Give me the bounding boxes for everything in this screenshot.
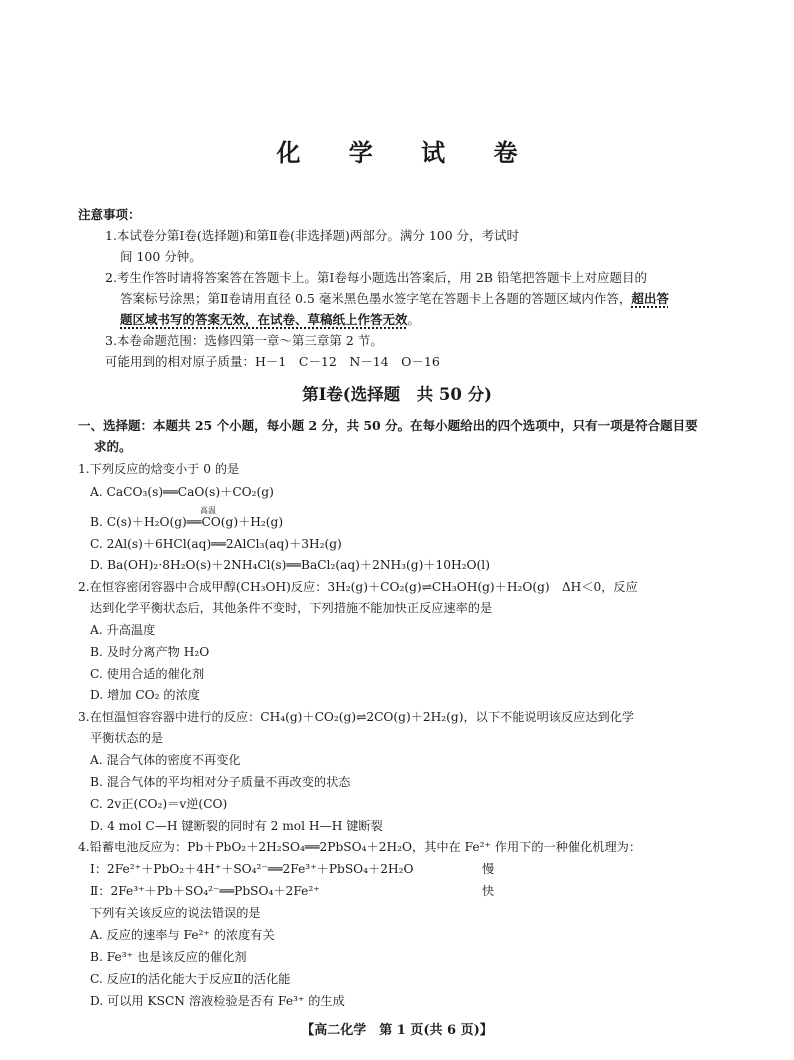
section-title: 第Ⅰ卷(选择题 共 50 分)	[302, 385, 492, 404]
q2-option-b: B. 及时分离产物 H₂O	[90, 645, 210, 659]
notice-item-2-period: 。	[407, 312, 421, 327]
atomic-masses: 可能用到的相对原子质量：H－1 C－12 N－14 O－16	[105, 354, 440, 369]
q1-b-condition: 高温	[200, 506, 216, 515]
instructions: 一、选择题：本题共 25 个小题，每小题 2 分，共 50 分。在每小题给出的四个选项中，只有一项是符合题目要	[78, 418, 698, 433]
q4-step-2: Ⅱ：2Fe³⁺＋Pb＋SO₄²⁻══PbSO₄＋2Fe²⁺	[90, 884, 320, 898]
notice-item-1-cont: 间 100 分钟。	[120, 249, 202, 264]
q4-step-1: Ⅰ：2Fe²⁺＋PbO₂＋4H⁺＋SO₄²⁻══2Fe³⁺＋PbSO₄＋2H₂O	[90, 862, 414, 876]
notice-item-2-plain: 答案标号涂黑；第Ⅱ卷请用直径 0.5 毫米黑色墨水签字笔在答题卡上各题的答题区域内作答，	[120, 291, 632, 306]
q4-stem: 4.铅蓄电池反应为：Pb＋PbO₂＋2H₂SO₄══2PbSO₄＋2H₂O，其中在 Fe²⁺ 作用下的一种催化机理为：	[78, 840, 642, 854]
q1-option-a: A. CaCO₃(s)══CaO(s)＋CO₂(g)	[90, 485, 274, 499]
q2-option-d: D. 增加 CO₂ 的浓度	[90, 688, 200, 702]
notice-item-2-emphasis: 超出答	[631, 291, 669, 306]
q1-stem: 1.下列反应的焓变小于 0 的是	[78, 462, 240, 476]
notice-heading: 注意事项：	[78, 207, 141, 222]
q2-stem: 2.在恒容密闭容器中合成甲醇(CH₃OH)反应：3H₂(g)＋CO₂(g)⇌CH₃OH(g)＋H₂O(g) ΔH＜0，反应	[78, 580, 638, 594]
notice-item-2-cont	[120, 289, 669, 307]
q4-prompt: 下列有关该反应的说法错误的是	[90, 906, 261, 920]
q4-option-c: C. 反应Ⅰ的活化能大于反应Ⅱ的活化能	[90, 972, 291, 986]
q3-stem-cont: 平衡状态的是	[90, 731, 164, 745]
q4-step-2-rate: 快	[482, 884, 495, 898]
q3-option-c: C. 2v正(CO₂)＝v逆(CO)	[90, 797, 228, 811]
q4-option-a: A. 反应的速率与 Fe²⁺ 的浓度有关	[90, 928, 275, 942]
page-footer: 【高二化学 第 1 页(共 6 页)】	[301, 1023, 493, 1038]
page-title: 化 学 试 卷	[276, 138, 538, 167]
q1-option-d: D. Ba(OH)₂·8H₂O(s)＋2NH₄Cl(s)══BaCl₂(aq)＋2NH₃(g)＋10H₂O(l)	[90, 558, 490, 572]
notice-item-3: 3.本卷命题范围：选修四第一章～第三章第 2 节。	[105, 333, 383, 348]
q3-stem: 3.在恒温恒容容器中进行的反应：CH₄(g)＋CO₂(g)⇌2CO(g)＋2H₂(g)，以下不能说明该反应达到化学	[78, 710, 635, 724]
q4-step-1-rate: 慢	[482, 862, 495, 876]
instructions-cont: 求的。	[94, 439, 132, 454]
q1-option-b: B. C(s)＋H₂O(g)══CO(g)＋H₂(g)	[90, 515, 284, 529]
q3-option-b: B. 混合气体的平均相对分子质量不再改变的状态	[90, 775, 351, 789]
notice-item-2-emphasis-2: 题区域书写的答案无效，在试卷、草稿纸上作答无效	[120, 312, 408, 327]
q2-option-c: C. 使用合适的催化剂	[90, 667, 205, 681]
notice-item-2-end	[120, 310, 420, 328]
notice-item-2: 2.考生作答时请将答案答在答题卡上。第Ⅰ卷每小题选出答案后，用 2B 铅笔把答题卡上对应题目的	[105, 270, 647, 285]
q2-option-a: A. 升高温度	[90, 623, 156, 637]
q2-stem-cont: 达到化学平衡状态后，其他条件不变时，下列措施不能加快正反应速率的是	[90, 601, 493, 615]
q4-option-d: D. 可以用 KSCN 溶液检验是否有 Fe³⁺ 的生成	[90, 994, 345, 1008]
q1-option-c: C. 2Al(s)＋6HCl(aq)══2AlCl₃(aq)＋3H₂(g)	[90, 537, 342, 551]
q3-option-a: A. 混合气体的密度不再变化	[90, 753, 241, 767]
q4-option-b: B. Fe³⁺ 也是该反应的催化剂	[90, 950, 247, 964]
q3-option-d: D. 4 mol C—H 键断裂的同时有 2 mol H—H 键断裂	[90, 819, 383, 833]
notice-item-1: 1.本试卷分第Ⅰ卷(选择题)和第Ⅱ卷(非选择题)两部分。满分 100 分，考试时	[105, 228, 520, 243]
